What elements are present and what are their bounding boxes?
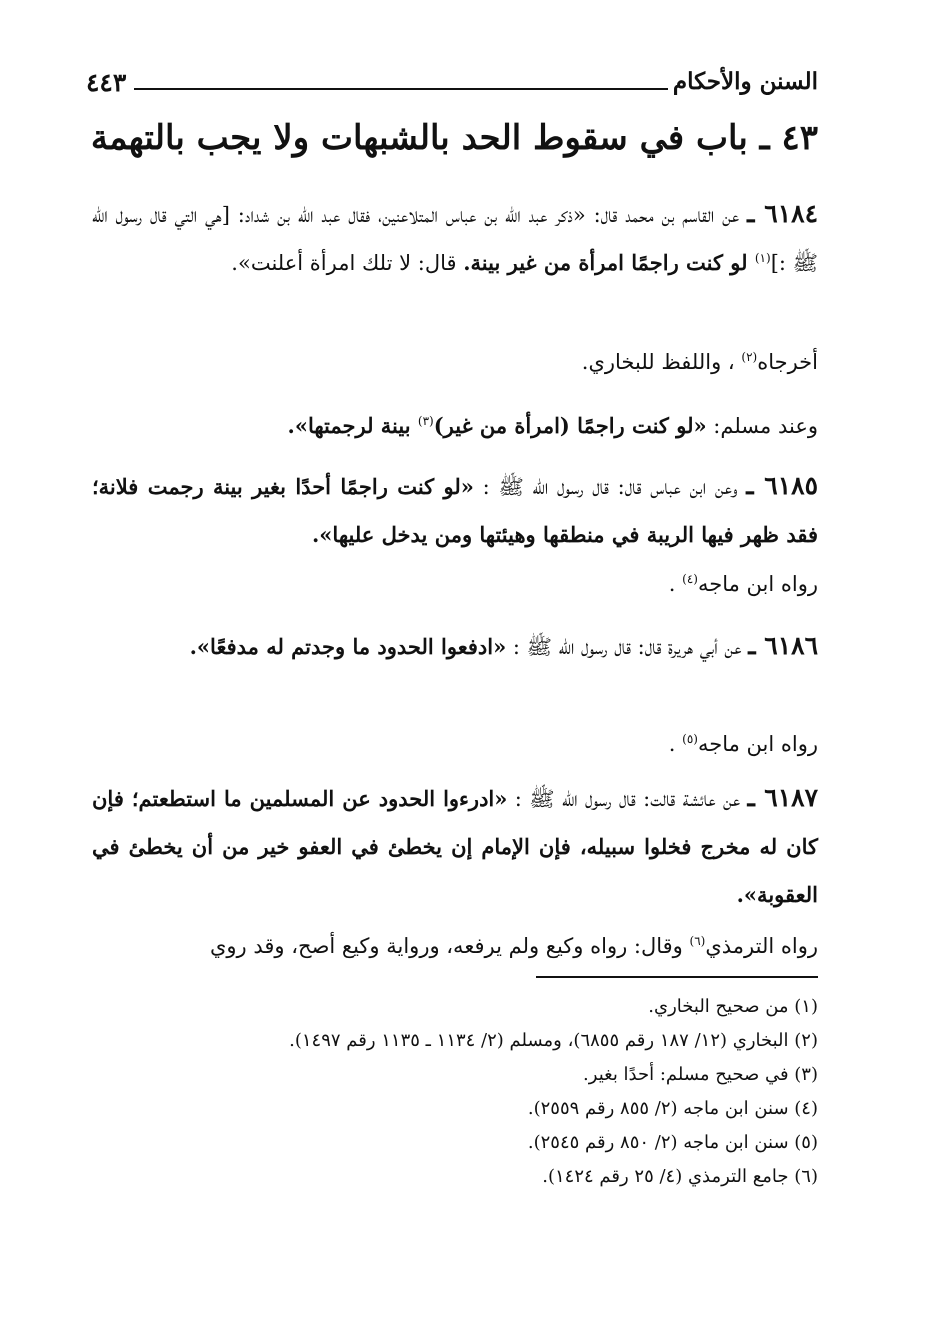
footnote-ref-3: (٣) bbox=[417, 414, 434, 428]
footnote-5: (٥) سنن ابن ماجه (٢/ ٨٥٠ رقم ٢٥٤٥). bbox=[527, 1132, 818, 1153]
hadith-6187-source bbox=[92, 922, 858, 970]
hadith-6185 bbox=[92, 462, 818, 559]
page-number: ٤٤٣ bbox=[86, 68, 127, 97]
hadith-quote: «ادرءوا الحدود عن المسلمين ما استطعتم؛ فإن كان له مخرج فخلوا سبيله، فإن الإمام إن يخطئ في العفو خير من أن يخطئ في العقوبة». bbox=[92, 786, 818, 907]
hadith-number: ٦١٨٤ ـ bbox=[747, 199, 818, 228]
muslim-quote: «لو كنت راجمًا (امرأة من غير) bbox=[433, 413, 707, 438]
footnote-ref-4: (٤) bbox=[682, 572, 698, 586]
source-text-end: . bbox=[668, 572, 683, 596]
footnote-separator bbox=[536, 976, 818, 978]
hadith-6187 bbox=[92, 774, 818, 919]
hadith-number: ٦١٨٧ ـ bbox=[747, 783, 819, 812]
hadith-6186-source bbox=[92, 720, 858, 768]
hadith-quote: «ادفعوا الحدود ما وجدتم له مدفعًا». bbox=[189, 634, 507, 659]
chapter-title: ٤٣ ـ باب في سقوط الحد بالشبهات ولا يجب بالتهمة bbox=[90, 118, 818, 158]
footnote-ref-1: (١) bbox=[754, 251, 771, 265]
hadith-number: ٦١٨٦ ـ bbox=[748, 631, 818, 660]
hadith-text: عن القاسم بن محمد قال: «ذكر عبد الله بن عباس المتلاعنين، فقال عبد الله بن شداد: [هي التي قال رسول الله ﷺ :] bbox=[92, 203, 818, 275]
header-rule bbox=[134, 88, 668, 90]
source-text-end: وقال: رواه وكيع ولم يرفعه، ورواية وكيع أصح، وقد روي bbox=[209, 934, 690, 958]
book-title: السنن والأحكام bbox=[672, 68, 818, 95]
source-text: رواه ابن ماجه bbox=[697, 732, 818, 756]
hadith-text: عن أبي هريرة قال: قال رسول الله ﷺ : bbox=[506, 635, 749, 659]
hadith-text-end: قال: لا تلك امرأة أعلنت». bbox=[231, 251, 464, 275]
footnote-ref-6: (٦) bbox=[689, 934, 706, 948]
hadith-6184-muslim bbox=[92, 402, 858, 450]
footnote-6: (٦) جامع الترمذي (٤/ ٢٥ رقم ١٤٢٤). bbox=[542, 1166, 818, 1187]
footnote-ref-2: (٢) bbox=[741, 350, 758, 364]
source-text-end: . bbox=[668, 732, 683, 756]
footnote-1: (١) من صحيح البخاري. bbox=[648, 996, 818, 1017]
footnotes bbox=[92, 990, 818, 1194]
hadith-6184 bbox=[92, 190, 818, 287]
hadith-6185-source bbox=[92, 560, 858, 608]
hadith-number: ٦١٨٥ ـ bbox=[746, 471, 818, 500]
muslim-text: وعند مسلم: bbox=[706, 414, 818, 438]
hadith-6184-source bbox=[92, 338, 858, 386]
footnote-3: (٣) في صحيح مسلم: أحدًا بغير. bbox=[583, 1064, 818, 1085]
hadith-quote: «لو كنت راجمًا أحدًا بغير بينة رجمت فلانة؛ فقد ظهر فيها الريبة في منطقها وهيئتها ومن يدخل عليها». bbox=[92, 474, 818, 547]
footnote-2: (٢) البخاري (١٢/ ١٨٧ رقم ٦٨٥٥)، ومسلم (٢/ ١١٣٤ ـ ١١٣٥ رقم ١٤٩٧). bbox=[289, 1030, 818, 1051]
running-header bbox=[86, 62, 818, 102]
source-text-end: ، واللفظ للبخاري. bbox=[581, 350, 742, 374]
footnote-4: (٤) سنن ابن ماجه (٢/ ٨٥٥ رقم ٢٥٥٩). bbox=[527, 1098, 818, 1119]
hadith-text: وعن ابن عباس قال: قال رسول الله ﷺ : bbox=[473, 475, 747, 499]
hadith-6186 bbox=[92, 622, 818, 671]
footnote-ref-5: (٥) bbox=[682, 732, 698, 746]
source-text: أخرجاه bbox=[757, 350, 818, 374]
muslim-quote-end: بينة لرجمتها». bbox=[287, 413, 418, 438]
source-text: رواه الترمذي bbox=[705, 934, 818, 958]
source-text: رواه ابن ماجه bbox=[697, 572, 818, 596]
hadith-quote: لو كنت راجمًا امرأة من غير بينة. bbox=[463, 250, 755, 275]
hadith-text: عن عائشة قالت: قال رسول الله ﷺ : bbox=[507, 787, 748, 811]
